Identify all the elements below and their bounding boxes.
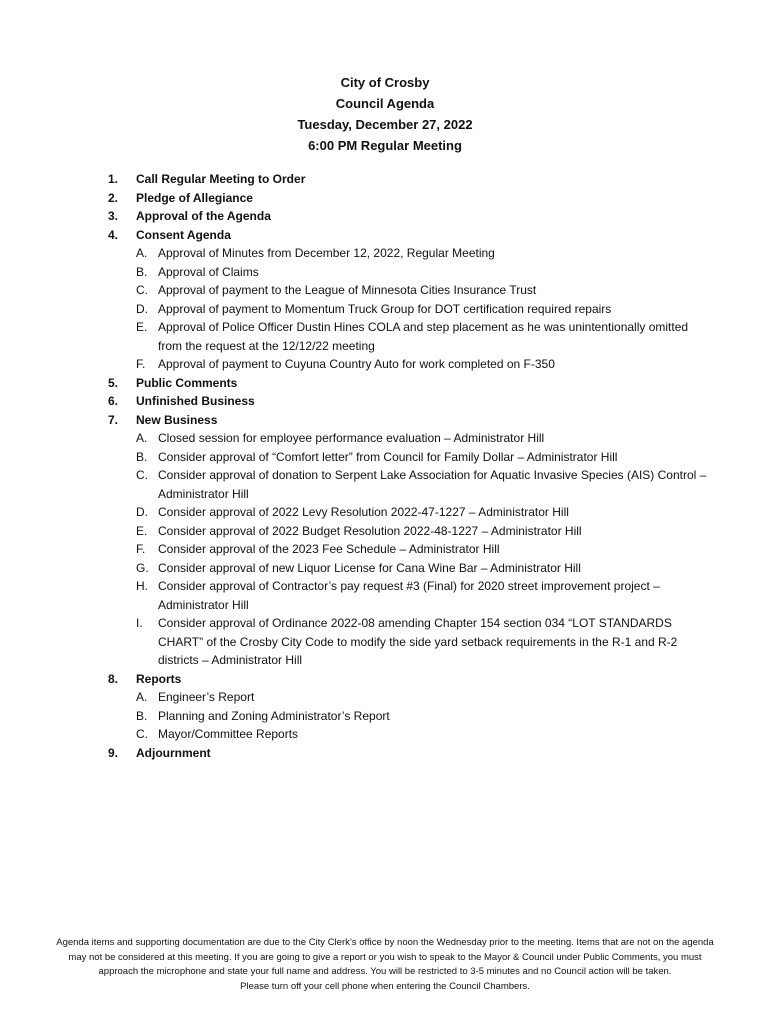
agenda-subitem-text: Engineer’s Report bbox=[158, 690, 255, 704]
agenda-subitem bbox=[136, 466, 708, 503]
agenda-subitem-letter: E. bbox=[136, 320, 148, 334]
agenda-subitem-text: Consider approval of 2022 Budget Resolution 2022-48-1227 – Administrator Hill bbox=[158, 523, 582, 538]
agenda-subitem-text: Consider approval of the 2023 Fee Schedule – Administrator Hill bbox=[158, 542, 500, 556]
agenda-subitem bbox=[136, 244, 708, 263]
agenda-item-number: 6. bbox=[108, 394, 119, 408]
agenda-subitem-letter: A. bbox=[136, 246, 148, 260]
agenda-item-title: New Business bbox=[136, 412, 218, 427]
agenda-item bbox=[108, 226, 708, 374]
agenda-subitem-letter: H. bbox=[136, 579, 148, 593]
agenda-item-title: Unfinished Business bbox=[136, 394, 255, 408]
agenda-subitem-text: Approval of payment to Cuyuna Country Auto for work completed on F-350 bbox=[158, 357, 555, 371]
agenda-subitem bbox=[136, 540, 708, 559]
agenda-subitem-letter: D. bbox=[136, 301, 148, 316]
agenda-subitem bbox=[136, 318, 708, 355]
agenda-subitem bbox=[136, 429, 708, 448]
agenda-item-title: Reports bbox=[136, 671, 182, 686]
agenda-item-title: Adjournment bbox=[136, 745, 211, 760]
agenda-subitem bbox=[136, 577, 708, 614]
agenda-title: Council Agenda bbox=[335, 96, 435, 111]
agenda-subitem-text: Approval of Claims bbox=[158, 264, 259, 279]
agenda-subitem-text: Approval of Minutes from December 12, 2022, Regular Meeting bbox=[158, 246, 495, 260]
agenda-subitem-list bbox=[136, 244, 708, 374]
agenda-item-title: Call Regular Meeting to Order bbox=[136, 172, 306, 186]
agenda-subitem bbox=[136, 725, 708, 744]
agenda-item-title: Public Comments bbox=[136, 375, 238, 390]
agenda-subitem-letter: C. bbox=[136, 727, 148, 741]
agenda-subitem-letter: E. bbox=[136, 523, 148, 538]
agenda-subitem-text: Planning and Zoning Administrator’s Report bbox=[158, 708, 390, 723]
agenda-header bbox=[0, 72, 770, 156]
agenda-item-title: Pledge of Allegiance bbox=[136, 190, 253, 205]
footer-notice bbox=[50, 936, 720, 994]
agenda-subitem-list bbox=[136, 429, 708, 670]
agenda-item bbox=[108, 392, 708, 411]
agenda-subitem bbox=[136, 559, 708, 578]
agenda-item-number: 7. bbox=[108, 412, 119, 427]
agenda-item-title: Consent Agenda bbox=[136, 227, 231, 242]
agenda-subitem bbox=[136, 300, 708, 319]
submission-notice: Agenda items and supporting documentation are due to the City Clerk’s office by noon the Wednesday prior to the meeting. Items that are not on the agenda may not be considered at this meeting. If you are going to give a report or you wish to speak to the Mayor & Council under Public Comments, you must approach the microphone and state your full name and address. You will be restricted to 3-5 minutes and no Council action will be taken. bbox=[56, 937, 714, 977]
agenda-subitem bbox=[136, 614, 708, 670]
agenda-subitem bbox=[136, 688, 708, 707]
agenda-subitem-letter: F. bbox=[136, 542, 146, 556]
agenda-subitem-text: Consider approval of donation to Serpent Lake Association for Aquatic Invasive Species (AIS) Control – Administrator Hill bbox=[158, 468, 707, 501]
agenda-subitem-text: Approval of Police Officer Dustin Hines COLA and step placement as he was unintentionally omitted from the request at the 12/12/22 meeting bbox=[158, 320, 689, 353]
agenda-subitem-letter: C. bbox=[136, 283, 148, 297]
agenda-subitem-letter: G. bbox=[136, 560, 149, 575]
agenda-subitem-text: Consider approval of new Liquor License for Cana Wine Bar – Administrator Hill bbox=[158, 560, 581, 575]
agenda-subitem-text: Mayor/Committee Reports bbox=[158, 727, 299, 741]
meeting-type: 6:00 PM Regular Meeting bbox=[308, 138, 462, 153]
agenda-subitem-text: Consider approval of “Comfort letter” from Council for Family Dollar – Administrator Hill bbox=[158, 449, 618, 464]
agenda-subitem bbox=[136, 263, 708, 282]
agenda-subitem-letter: F. bbox=[136, 357, 146, 371]
agenda-item-number: 5. bbox=[108, 375, 119, 390]
agenda-item-title: Approval of the Agenda bbox=[136, 209, 271, 223]
agenda-item bbox=[108, 411, 708, 670]
agenda-item-number: 8. bbox=[108, 671, 119, 686]
agenda-subitem-text: Approval of payment to Momentum Truck Group for DOT certification required repairs bbox=[158, 301, 612, 316]
agenda-subitem bbox=[136, 448, 708, 467]
agenda-subitem-letter: B. bbox=[136, 449, 148, 464]
meeting-date: Tuesday, December 27, 2022 bbox=[297, 117, 473, 132]
agenda-subitem-text: Approval of payment to the League of Minnesota Cities Insurance Trust bbox=[158, 283, 537, 297]
agenda-subitem-letter: B. bbox=[136, 708, 148, 723]
agenda-item-number: 1. bbox=[108, 172, 119, 186]
agenda-subitem bbox=[136, 707, 708, 726]
agenda-item bbox=[108, 189, 708, 208]
agenda-subitem-text: Consider approval of 2022 Levy Resolution 2022-47-1227 – Administrator Hill bbox=[158, 505, 569, 519]
agenda-item bbox=[108, 207, 708, 226]
agenda-subitem-text: Consider approval of Contractor’s pay request #3 (Final) for 2020 street improvement project – Administrator Hill bbox=[158, 579, 660, 612]
agenda-subitem bbox=[136, 503, 708, 522]
agenda-subitem-letter: I. bbox=[136, 616, 143, 630]
agenda-item-number: 4. bbox=[108, 227, 119, 242]
city-name: City of Crosby bbox=[340, 75, 430, 90]
agenda-item-number: 2. bbox=[108, 190, 119, 205]
agenda-list bbox=[108, 170, 708, 762]
agenda-subitem bbox=[136, 355, 708, 374]
agenda-subitem-text: Closed session for employee performance evaluation – Administrator Hill bbox=[158, 431, 545, 445]
cell-phone-notice: Please turn off your cell phone when entering the Council Chambers. bbox=[240, 980, 530, 992]
agenda-item bbox=[108, 170, 708, 189]
agenda-subitem-letter: C. bbox=[136, 468, 148, 482]
agenda-item-number: 3. bbox=[108, 209, 119, 223]
agenda-subitem-text: Consider approval of Ordinance 2022-08 amending Chapter 154 section 034 “LOT STANDARDS CHART” of the Crosby City Code to modify the side yard setback requirements in the R-1 and R-2 districts – Administrator Hill bbox=[158, 616, 678, 667]
agenda-item bbox=[108, 670, 708, 744]
agenda-subitem bbox=[136, 281, 708, 300]
agenda-item bbox=[108, 744, 708, 763]
agenda-subitem-list bbox=[136, 688, 708, 744]
agenda-subitem-letter: A. bbox=[136, 690, 148, 704]
agenda-subitem-letter: B. bbox=[136, 264, 148, 279]
agenda-subitem-letter: A. bbox=[136, 431, 148, 445]
agenda-subitem-letter: D. bbox=[136, 505, 148, 519]
agenda-subitem bbox=[136, 522, 708, 541]
agenda-item-number: 9. bbox=[108, 745, 119, 760]
agenda-item bbox=[108, 374, 708, 393]
